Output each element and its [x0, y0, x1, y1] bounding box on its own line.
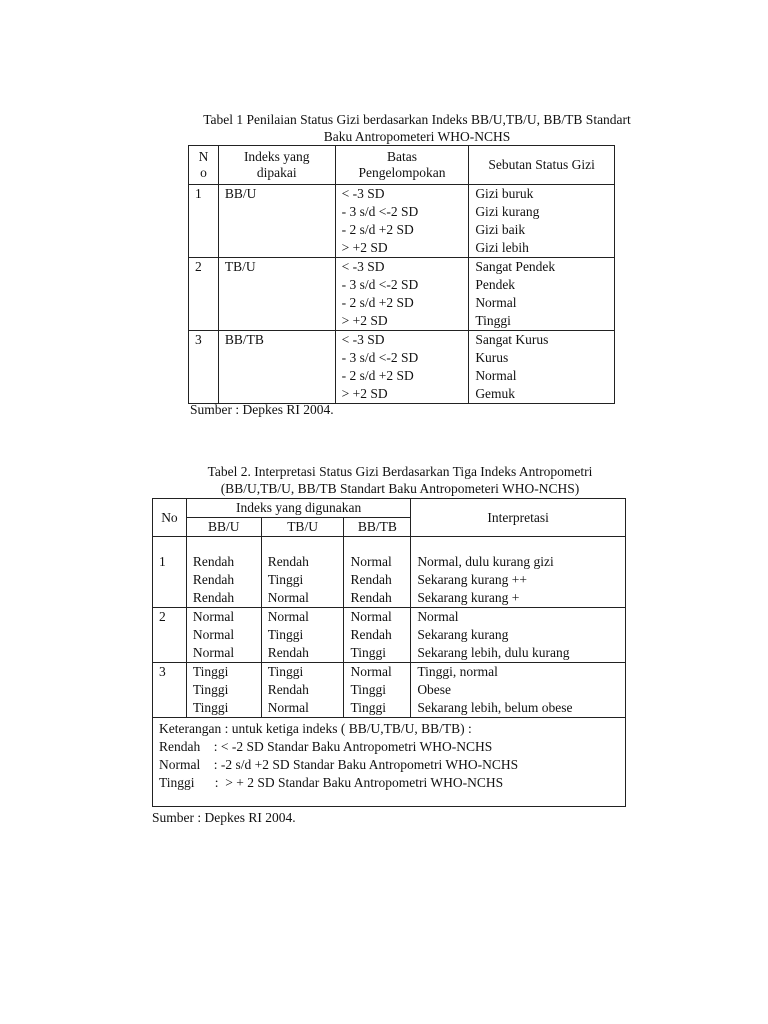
table2-cell-no: 3	[153, 663, 187, 718]
table2-tbu-line: Rendah	[267, 554, 309, 569]
table1-header-no-line1: N	[198, 149, 209, 164]
table2-cell-tbu	[261, 553, 344, 608]
table1-cell-no: 2	[189, 258, 219, 331]
table1-caption-line1: Tabel 1 Penilaian Status Gizi berdasarkan Indeks BB/U,TB/U, BB/TB Standart	[203, 112, 631, 127]
table1-header-indeks-line1: Indeks yang	[243, 149, 310, 164]
table2-interp-line: Sekarang lebih, belum obese	[417, 700, 573, 715]
table2-bbtb-line: Normal	[350, 664, 392, 679]
table2-tbu-line: Tinggi	[267, 627, 304, 642]
table2-header-tbu: TB/U	[261, 518, 344, 537]
table2-bbtb-line: Normal	[350, 609, 392, 624]
table2-bbu-line: Normal	[192, 645, 235, 660]
table1-cell-sebutan	[469, 258, 615, 331]
table2-header-interpretasi: Interpretasi	[411, 499, 626, 537]
table1-sebutan-line: Normal	[475, 295, 517, 310]
table2-tbu-line: Rendah	[267, 645, 309, 660]
table1-cell-indeks: BB/TB	[218, 331, 335, 404]
table1-caption-line2: Baku Antropometeri WHO-NCHS	[323, 129, 511, 144]
table1-sebutan-line: Sangat Pendek	[475, 259, 556, 274]
keterangan-line-normal: Normal : -2 s/d +2 SD Standar Baku Antropometri WHO-NCHS	[159, 757, 519, 772]
table1-cell-batas	[335, 185, 469, 258]
table1-cell-sebutan	[469, 331, 615, 404]
table2-interp-line: Normal	[417, 609, 459, 624]
table2-cell-bbu	[186, 553, 261, 608]
table2-bbu-line: Tinggi	[192, 682, 229, 697]
table2-cell-bbtb	[344, 663, 411, 718]
table1-batas-line: - 2 s/d +2 SD	[341, 222, 414, 237]
table2-interp-line: Sekarang kurang ++	[417, 572, 528, 587]
table2-bbtb-line: Rendah	[350, 590, 392, 605]
table2-keterangan-row	[153, 718, 626, 807]
table1-header-no-line2: o	[200, 165, 207, 180]
table1-batas-line: - 2 s/d +2 SD	[341, 368, 414, 383]
table2-bbtb-line: Tinggi	[350, 682, 386, 697]
table2-bbu-line: Tinggi	[192, 664, 229, 679]
table1-source: Sumber : Depkes RI 2004.	[190, 402, 334, 417]
table1-batas-line: < -3 SD	[341, 332, 385, 347]
table1-sebutan-line: Gizi buruk	[475, 186, 534, 201]
table2-bbu-line: Tinggi	[192, 700, 229, 715]
table1-sebutan-line: Normal	[475, 368, 517, 383]
table2-bbtb-line: Rendah	[350, 572, 392, 587]
table2-bbtb-line: Rendah	[350, 627, 392, 642]
table2-bbu-line: Rendah	[192, 590, 235, 605]
table1-batas-line: > +2 SD	[341, 240, 388, 255]
table1-cell-no: 3	[189, 331, 219, 404]
table2	[152, 498, 626, 807]
table2-row	[153, 553, 626, 608]
table1-row	[189, 258, 615, 331]
table1-cell-indeks: BB/U	[218, 185, 335, 258]
table1-sebutan-line: Gizi baik	[475, 222, 526, 237]
table1-header-batas-line1: Batas	[386, 149, 417, 164]
table2-header-bbtb: BB/TB	[344, 518, 411, 537]
table1-header-batas	[335, 146, 469, 185]
table2-interp-line: Sekarang kurang	[417, 627, 509, 642]
table1-batas-line: < -3 SD	[341, 259, 385, 274]
table2-bbu-line: Normal	[192, 609, 235, 624]
table2-interp-line: Sekarang lebih, dulu kurang	[417, 645, 570, 660]
table2-row	[153, 663, 626, 718]
table2-bbtb-line: Tinggi	[350, 645, 386, 660]
table2-cell-no: 1	[153, 553, 187, 608]
table2-caption	[160, 463, 640, 497]
table2-tbu-line: Normal	[267, 700, 309, 715]
table2-tbu-line: Tinggi	[267, 572, 304, 587]
table2-tbu-line: Normal	[267, 590, 309, 605]
table2-cell-interpretasi	[411, 553, 626, 608]
table2-caption-line2: (BB/U,TB/U, BB/TB Standart Baku Antropometeri WHO-NCHS)	[220, 481, 580, 496]
table2-cell-interpretasi	[411, 608, 626, 663]
table2-interp-line: Sekarang kurang +	[417, 590, 520, 605]
table2-cell-tbu	[261, 663, 344, 718]
table2-cell-bbu	[186, 608, 261, 663]
table2-bbtb-line: Tinggi	[350, 700, 386, 715]
table2-header-row	[153, 499, 626, 518]
table1-batas-line: < -3 SD	[341, 186, 385, 201]
table2-bbtb-line: Normal	[350, 554, 392, 569]
table1-sebutan-line: Gemuk	[475, 386, 516, 401]
table2-spacer-row	[153, 537, 626, 554]
table1-batas-line: - 3 s/d <-2 SD	[341, 204, 419, 219]
table1-header-batas-line2: Pengelompokan	[358, 165, 446, 180]
table1-cell-batas	[335, 331, 469, 404]
table2-row	[153, 608, 626, 663]
table1-header-row	[189, 146, 615, 185]
table1-header-no	[189, 146, 219, 185]
table1-header-indeks-line2: dipakai	[256, 165, 297, 180]
table1-sebutan-line: Pendek	[475, 277, 516, 292]
table1-batas-line: - 3 s/d <-2 SD	[341, 277, 419, 292]
table2-cell-bbtb	[344, 608, 411, 663]
keterangan-line-tinggi: Tinggi : > + 2 SD Standar Baku Antropometri WHO-NCHS	[159, 775, 504, 790]
table1-batas-line: > +2 SD	[341, 313, 388, 328]
table1-batas-line: > +2 SD	[341, 386, 388, 401]
table2-header-no: No	[153, 499, 187, 537]
table1-batas-line: - 2 s/d +2 SD	[341, 295, 414, 310]
table1-header-sebutan: Sebutan Status Gizi	[469, 146, 615, 185]
table2-cell-interpretasi	[411, 663, 626, 718]
table1-row	[189, 331, 615, 404]
table2-interp-line: Tinggi, normal	[417, 664, 498, 679]
table1-caption	[160, 111, 674, 145]
table2-cell-no: 2	[153, 608, 187, 663]
table1-cell-indeks: TB/U	[218, 258, 335, 331]
table2-bbu-line: Normal	[192, 627, 235, 642]
table2-cell-bbu	[186, 663, 261, 718]
table1-sebutan-line: Sangat Kurus	[475, 332, 549, 347]
table1-sebutan-line: Kurus	[475, 350, 509, 365]
table1-cell-batas	[335, 258, 469, 331]
table2-interp-line: Normal, dulu kurang gizi	[417, 554, 554, 569]
table1-row	[189, 185, 615, 258]
table2-cell-bbtb	[344, 553, 411, 608]
table2-bbu-line: Rendah	[192, 554, 235, 569]
keterangan-line: Keterangan : untuk ketiga indeks ( BB/U,TB/U, BB/TB) :	[159, 721, 472, 736]
table1-sebutan-line: Tinggi	[475, 313, 511, 328]
table2-bbu-line: Rendah	[192, 572, 235, 587]
table2-caption-line1: Tabel 2. Interpretasi Status Gizi Berdasarkan Tiga Indeks Antropometri	[207, 464, 593, 479]
table1-batas-line: - 3 s/d <-2 SD	[341, 350, 419, 365]
table2-header-bbu: BB/U	[186, 518, 261, 537]
table1	[188, 145, 615, 404]
table1-sebutan-line: Gizi lebih	[475, 240, 529, 255]
table2-tbu-line: Rendah	[267, 682, 309, 697]
table1-cell-sebutan	[469, 185, 615, 258]
keterangan-line-rendah: Rendah : < -2 SD Standar Baku Antropometri WHO-NCHS	[159, 739, 493, 754]
table2-tbu-line: Tinggi	[267, 664, 304, 679]
table2-interp-line: Obese	[417, 682, 452, 697]
table2-keterangan	[153, 718, 626, 807]
table2-header-indeks-group: Indeks yang digunakan	[186, 499, 410, 518]
table2-source: Sumber : Depkes RI 2004.	[152, 810, 296, 825]
table2-cell-tbu	[261, 608, 344, 663]
table1-header-indeks	[218, 146, 335, 185]
table1-cell-no: 1	[189, 185, 219, 258]
table1-sebutan-line: Gizi kurang	[475, 204, 540, 219]
table2-tbu-line: Normal	[267, 609, 309, 624]
